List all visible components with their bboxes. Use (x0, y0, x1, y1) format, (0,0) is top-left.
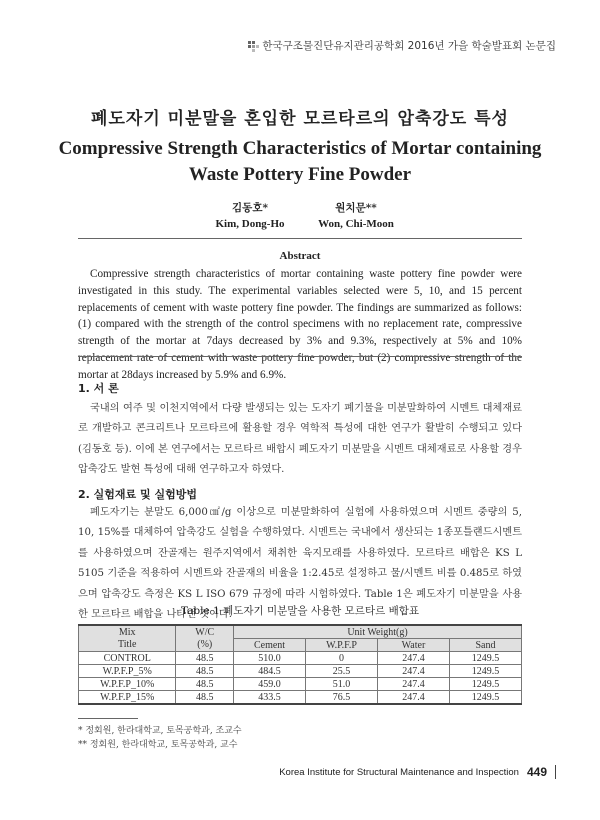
cell-sand: 1249.5 (449, 678, 521, 691)
footer-divider (555, 765, 556, 779)
table-caption: Table 1 폐도자기 미분말을 사용한 모르타르 배합표 (180, 605, 420, 617)
table-row (79, 678, 522, 691)
cell-cement: 433.5 (234, 691, 306, 705)
author-2 (286, 200, 426, 230)
cell-cement: 459.0 (234, 678, 306, 691)
footnote-1: * 정회원, 한라대학교, 토목공학과, 조교수 (78, 726, 242, 736)
header-wpfp: W.P.F.P (306, 639, 378, 652)
cell-wc: 48.5 (176, 652, 234, 665)
table-row (79, 652, 522, 665)
cell-water: 247.4 (378, 691, 450, 705)
cell-sand: 1249.5 (449, 665, 521, 678)
cell-wc: 48.5 (176, 665, 234, 678)
grid-dots-icon (248, 41, 258, 51)
cell-title: W.P.F.P_10% (79, 678, 176, 691)
footnotes (78, 724, 242, 752)
title-english: Compressive Strength Characteristics of Mortar containing Waste Pottery Fine Powder (58, 138, 542, 185)
abstract-heading: Abstract (279, 250, 321, 262)
cell-sand: 1249.5 (449, 691, 521, 705)
cell-sand: 1249.5 (449, 652, 521, 665)
author-1-name-ko: 김동호* (232, 202, 268, 214)
cell-wpfp: 76.5 (306, 691, 378, 705)
author-2-name-en: Won, Chi-Moon (318, 218, 394, 230)
cell-wpfp: 51.0 (306, 678, 378, 691)
header-wc: W/C (176, 625, 234, 639)
section-1-heading: 1. 서 론 (78, 382, 119, 395)
abstract-top-rule (78, 238, 522, 239)
cell-title: CONTROL (79, 652, 176, 665)
header-title: Title (79, 639, 176, 652)
header-water: Water (378, 639, 450, 652)
footnote-2: ** 정회원, 한라대학교, 토목공학과, 교수 (78, 740, 238, 750)
header-mix: Mix (79, 625, 176, 639)
section-1-text: 국내의 여주 및 이천지역에서 다량 발생되는 있는 도자기 폐기물을 미분말화하여 시멘트 대체재료로 개발하고 콘크리트나 모르타르에 활용할 경우 역학적 특성에 대한 연구가 활발히 수행되고 있다(김동호 등). 이에 본 연구에서는 모르타르 배합시 폐도자기 미분말을 시멘트 대체재료로 사용할 경우 압축강도 발현 특성에 대해 연구하고자 하였다. (78, 403, 522, 476)
section-2-heading: 2. 실험재료 및 실험방법 (78, 488, 197, 501)
header-unit-weight: Unit Weight(g) (234, 625, 522, 639)
page-number: 449 (526, 765, 547, 779)
abstract-bottom-rule (78, 356, 522, 357)
footer-organization: Korea Institute for Structural Maintenance and Inspection (279, 766, 519, 778)
cell-cement: 484.5 (234, 665, 306, 678)
author-2-name-ko: 원치문** (335, 202, 377, 214)
cell-wc: 48.5 (176, 691, 234, 705)
cell-title: W.P.F.P_15% (79, 691, 176, 705)
page-footer (279, 765, 556, 779)
header-sand: Sand (449, 639, 521, 652)
table-row (79, 691, 522, 705)
mix-proportion-table (78, 624, 522, 705)
table-row (79, 665, 522, 678)
cell-wpfp: 25.5 (306, 665, 378, 678)
abstract-text: Compressive strength characteristics of mortar containing waste pottery fine powder were investigated in this study. The experimental variables selected were 5, 10, and 15 percent replacements of cement with waste pottery fine powder. The findings are summarized as follows: (1) compared with the strength of the control specimens with no replacement rate, compressive strength of the mortar at 7days decreased by 3% and 9.3%, respectively at 5% and 10% replacement rate of cement with waste pottery fine powder, but (2) compressive strength of the mortar at 28days increased by 5.9% and 6.9%. (78, 268, 522, 381)
cell-title: W.P.F.P_5% (79, 665, 176, 678)
journal-header-text: 한국구조물진단유지관리공학회 2016년 가을 학술발표회 논문집 (262, 40, 556, 52)
header-cement: Cement (234, 639, 306, 652)
cell-cement: 510.0 (234, 652, 306, 665)
journal-header (248, 38, 556, 53)
cell-wc: 48.5 (176, 678, 234, 691)
cell-water: 247.4 (378, 665, 450, 678)
cell-water: 247.4 (378, 678, 450, 691)
cell-water: 247.4 (378, 652, 450, 665)
header-wc-unit: (%) (176, 639, 234, 652)
title-korean: 폐도자기 미분말을 혼입한 모르타르의 압축강도 특성 (91, 109, 509, 129)
author-1-name-en: Kim, Dong-Ho (215, 218, 285, 230)
footnote-rule (78, 718, 138, 719)
section-2-text: 폐도자기는 분말도 6,000㎠/g 이상으로 미분말화하여 실험에 사용하였으며 시멘트 중량의 5, 10, 15%를 대체하여 압축강도 실험을 수행하였다. 시멘트는 국내에서 생산되는 1종포틀랜드시멘트를 사용하였으며 잔골재는 원주지역에서 채취한 육지모래를 사용하였다. 모르타르 배합은 KS L 5105 기준을 적용하여 시멘트와 잔골재의 비율을 1:2.45로 설정하고 물/시멘트 비를 0.485로 하였으며 압축강도 측정은 KS L ISO 679 규정에 따라 시험하였다. Table 1은 폐도자기 미분말을 사용한 모르타르 배합을 나타낸 것이다. (78, 507, 522, 621)
cell-wpfp: 0 (306, 652, 378, 665)
